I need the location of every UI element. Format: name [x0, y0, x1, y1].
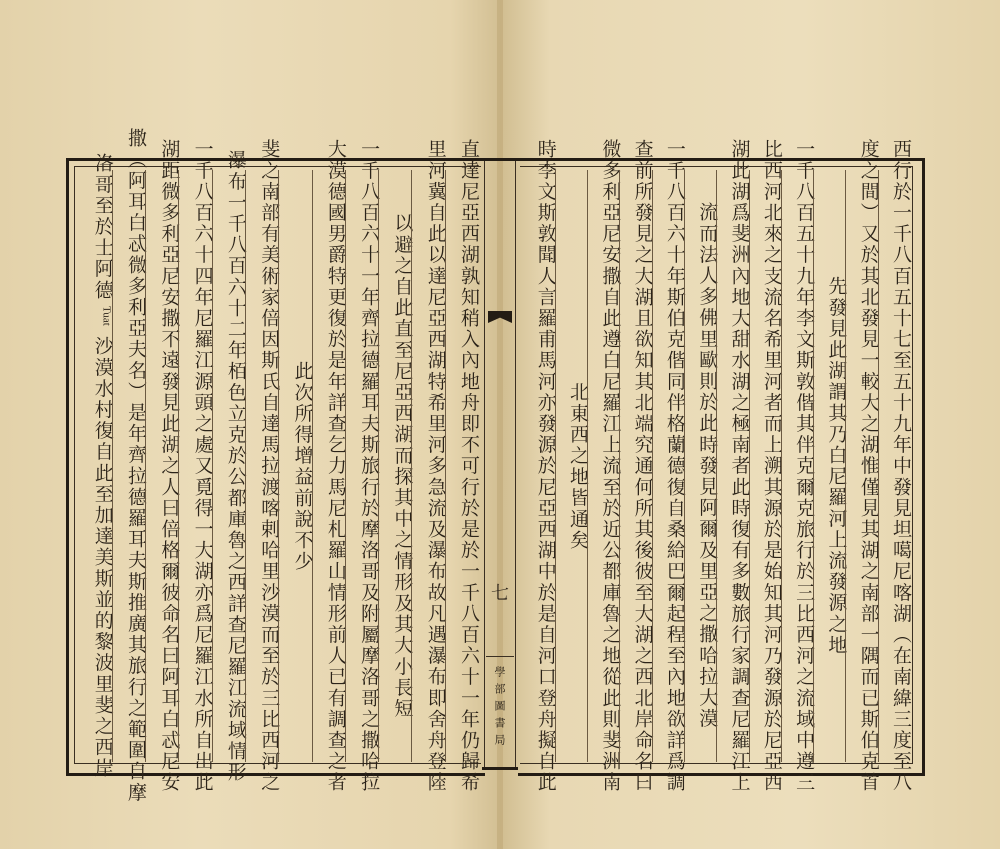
- text-column: 此次所得增益前說不少: [278, 170, 311, 762]
- text-column: 一千八百六十年斯伯克偕同伴格蘭德復自桑給巴爾起程至內地欲詳爲調: [652, 170, 684, 762]
- text-column: 里河冀自此以達尼亞西湖特希里河多急流及瀑布故凡遇瀑布即舍舟登陸: [411, 170, 444, 762]
- text-column: 一千八百五十九年李文斯敦偕其伴克爾克旅行於三比西河之流域中遵三: [781, 170, 813, 762]
- text-column-last: [78, 152, 114, 780]
- text-column: 湖此湖爲斐洲內地大甜水湖之極南者此時復有多數旅行家調查尼羅江上: [716, 170, 748, 762]
- text-column: 湖距微多利亞尼安撒不遠發見此湖之人曰倍格爾彼命名曰阿耳白忒尼安: [145, 170, 178, 762]
- left-page-text: [78, 128, 480, 804]
- text-column: 瀑布一千八百六十二年栢色立克於公都庫魯之西詳查尼羅江流域情形: [212, 170, 245, 762]
- text-column: 斐之南部有美術家倍因斯氏自達馬拉渡喀剌哈里沙漠而至於三比西河之: [245, 170, 278, 762]
- text-column: 北東西之地皆通矣: [555, 170, 587, 762]
- text-column: 以避之自此直至尼亞西湖而探其中之情形及其大小長短: [378, 170, 411, 762]
- text-segment: 洛哥至於士阿德: [91, 152, 114, 301]
- text-column: 度之間）又於其北發見一較大之湖惟僅見其湖之南部一隅而已斯伯克首: [845, 170, 877, 762]
- text-column: 查前所發見之大湖且欲知其北端究通何所其後彼至大湖之西北岸命名曰: [619, 170, 651, 762]
- publisher-name: 學部圖書局: [493, 666, 506, 751]
- text-segment: 沙漠水村復自此至加達美斯並的黎波里斐之西岸: [91, 336, 114, 780]
- divider: [486, 656, 514, 657]
- divider: [515, 161, 516, 767]
- right-page-text: [522, 138, 912, 794]
- text-column: 時李文斯敦聞人言羅甫馬河亦發源於尼亞西湖中於是自河口登舟擬自此: [534, 138, 557, 794]
- center-margin: [482, 158, 518, 770]
- text-column: 撒（阿耳白忒微多利亞夫名）是年齊拉德羅耳夫斯推廣其旅行之範圍自摩: [112, 170, 145, 762]
- text-column: 流而法人多佛里歐則於此時發見阿爾及里亞之撒哈拉大漠: [684, 170, 716, 762]
- text-column: 直達尼亞西湖孰知稍入內地舟即不可行於是於一千八百六十一年仍歸希: [445, 170, 478, 762]
- text-column: 大漠德國男爵特更復於是年詳查乞力馬尼札羅山情形前人已有調查之者: [312, 170, 345, 762]
- text-column: 一千八百六十四年尼羅江源頭之處又覓得一大湖亦爲尼羅江水所自出此: [178, 170, 211, 762]
- page-number: 七: [491, 583, 509, 604]
- text-column: 西行於一千八百五十七至五十九年中發見坦噶尼喀湖（在南緯三度至八: [878, 170, 910, 762]
- latin-gloss: Tuat: [100, 306, 113, 327]
- text-column: 一千八百六十一年齊拉德羅耳夫斯旅行於摩洛哥及附屬摩洛哥之撒哈拉: [345, 170, 378, 762]
- fishtail-mark-icon: [488, 311, 512, 323]
- text-column: 比西河北來之支流名希里河者而上溯其源於是始知其河乃發源於尼亞西: [749, 170, 781, 762]
- divider: [484, 161, 485, 767]
- text-column: 微多利亞尼安撒自此遵白尼羅江上流至於近公都庫魯之地從此則斐洲南: [587, 170, 619, 762]
- text-column: 先發見此湖謂其乃白尼羅河上流發源之地: [813, 170, 845, 762]
